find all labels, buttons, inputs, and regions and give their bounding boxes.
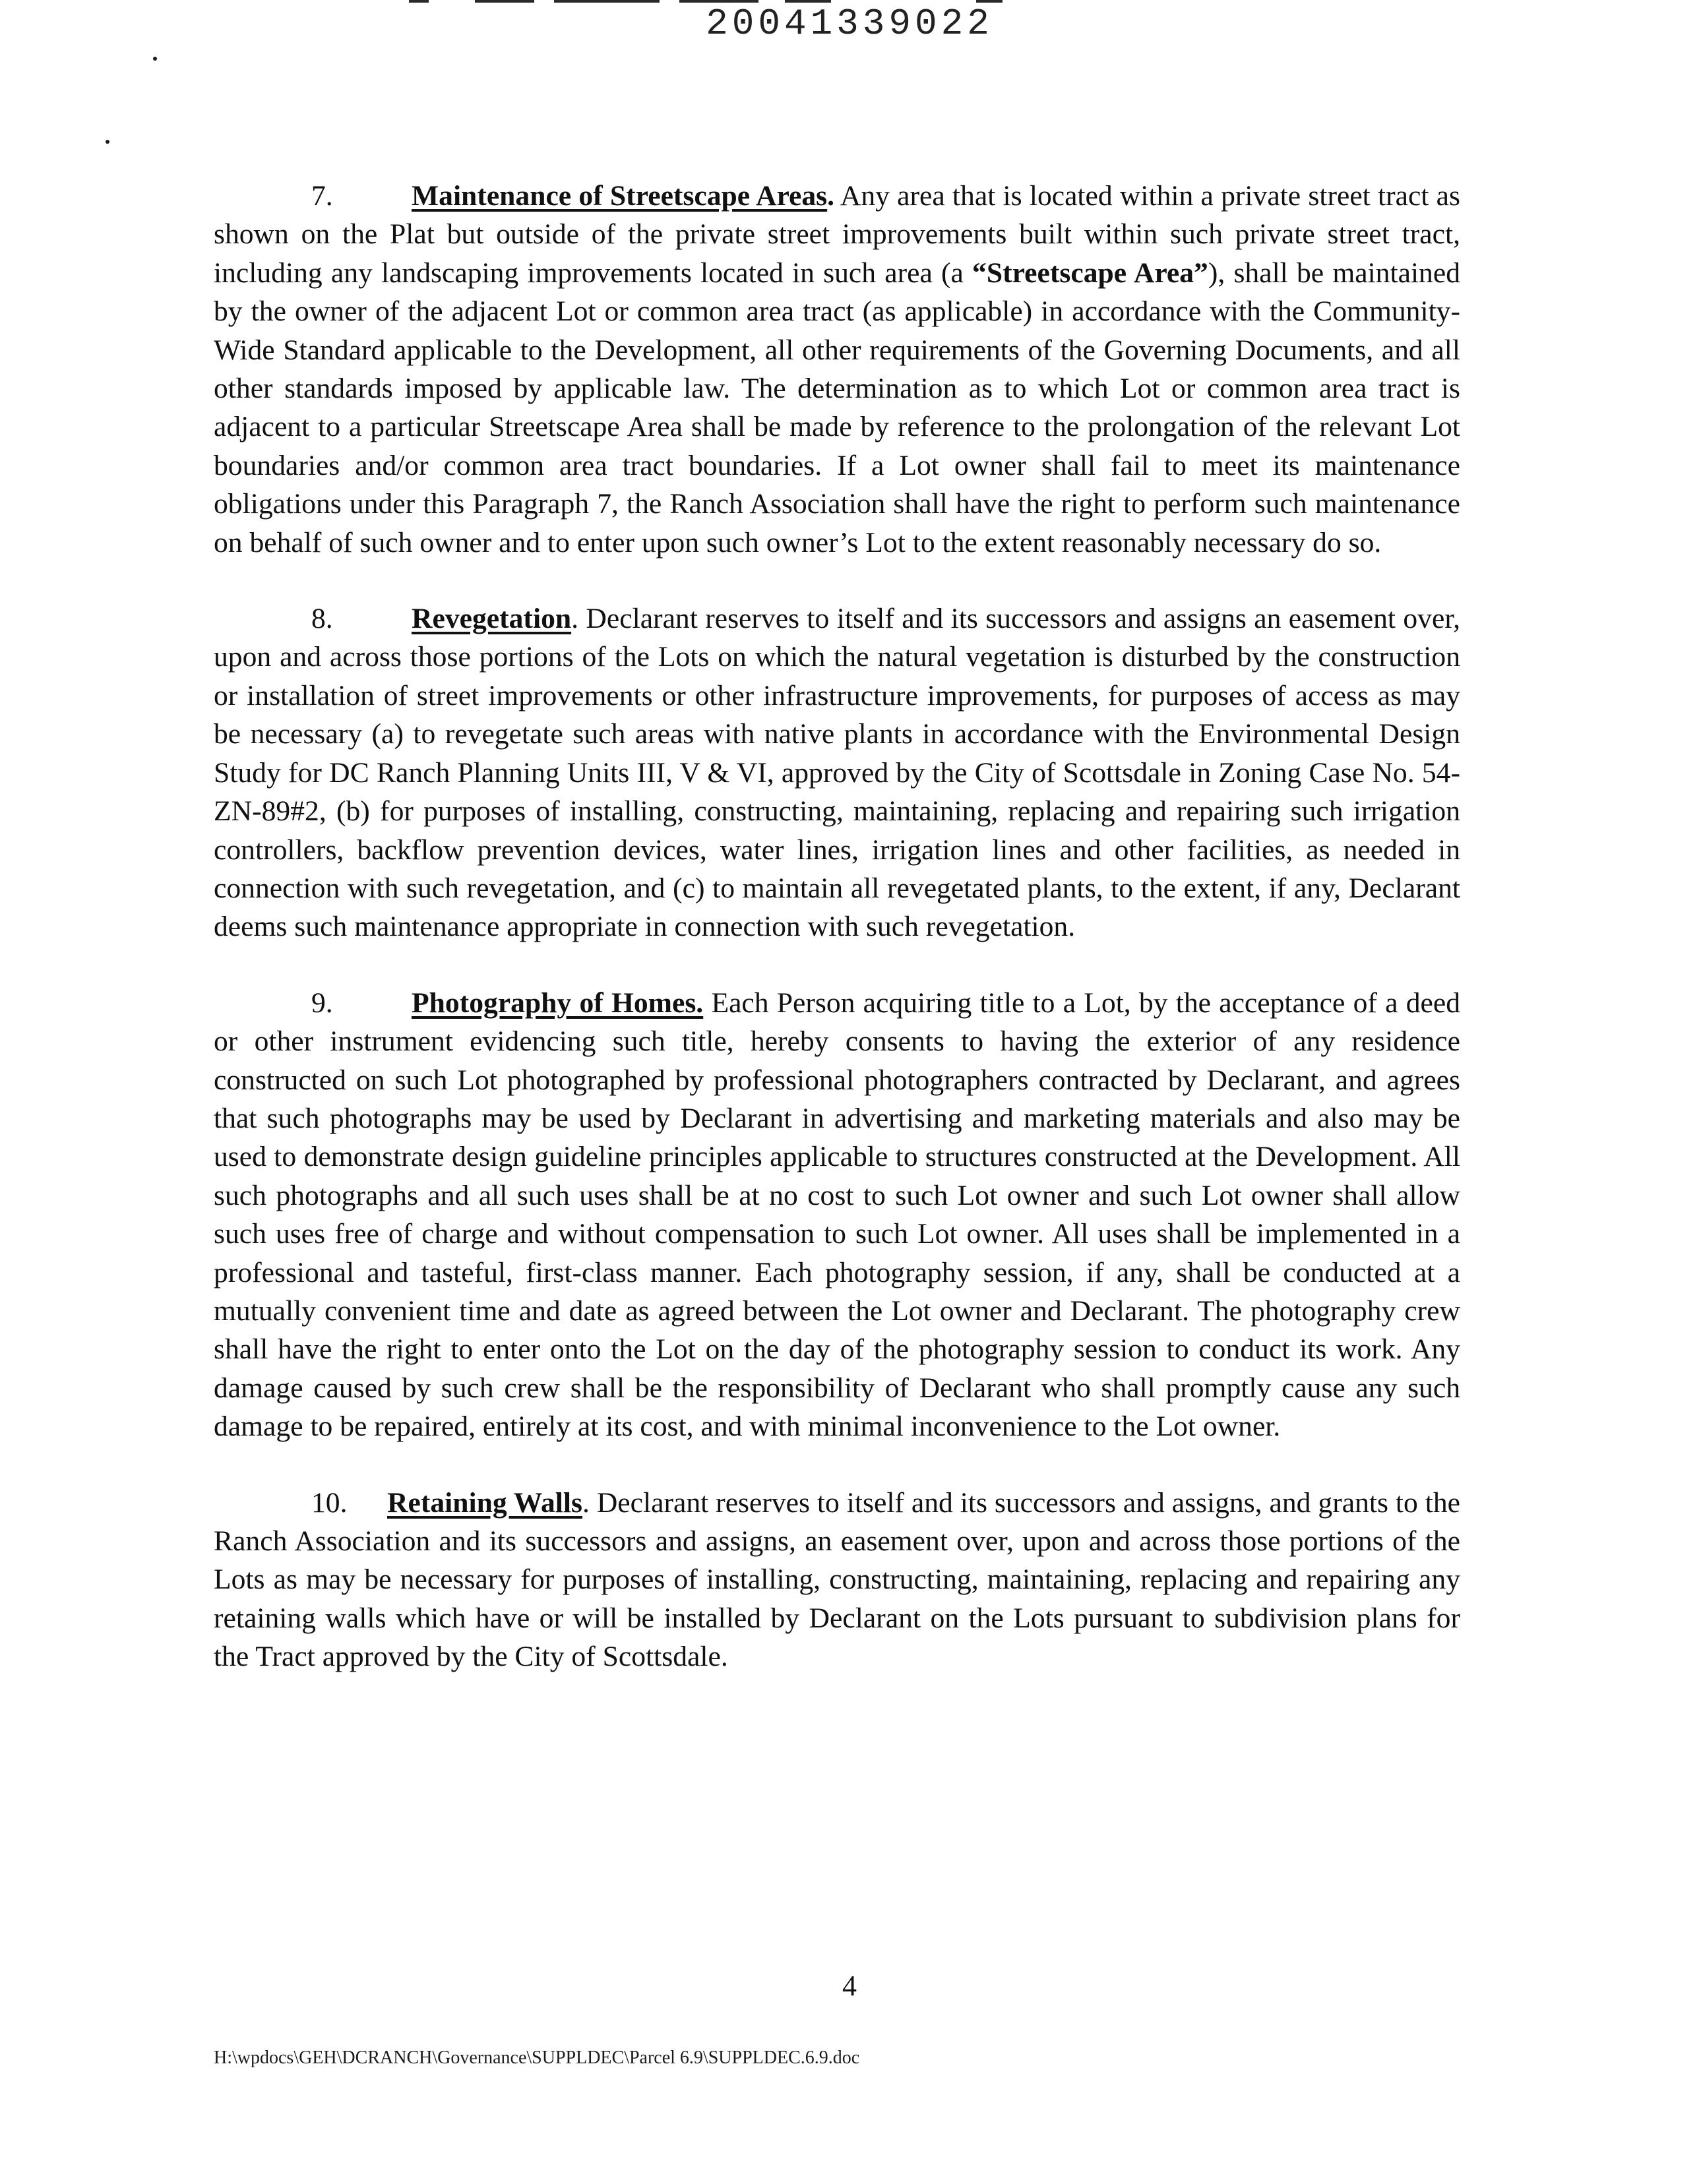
paragraph-number: 10. <box>311 1486 348 1519</box>
heading-punctuation: . <box>582 1486 590 1519</box>
paragraph-text: Each Person acquiring title to a Lot, by the acceptance of a deed or other instrument evidencing such title, hereby consents to having the exterior of any residence constructed on such Lot photographed by professional photographers contracted by Declarant, and agrees that such photographs may be used by Declarant in advertising and marketing materials and also may be used to demonstrate design guideline principles applicable to structures constructed at the Development. All such photographs and all such uses shall be at no cost to such Lot owner and such Lot owner shall allow such uses free of charge and without compensation to such Lot owner. All uses shall be implemented in a professional and tasteful, first-class manner. Each photography session, if any, shall be conducted at a mutually convenient time and date as agreed between the Lot owner and Declarant. The photography crew shall have the right to enter onto the Lot on the day of the photography session to conduct its work. Any damage caused by such crew shall be the responsibility of Declarant who shall promptly cause any such damage to be repaired, entirely at its cost, and with minimal inconvenience to the Lot owner. <box>214 986 1460 1443</box>
paragraph-number: 7. <box>311 180 333 212</box>
paragraph-8 <box>214 599 1460 946</box>
paragraph-text-continued: ), shall be maintained by the owner of the adjacent Lot or common area tract (as applicable) in accordance with the Community-Wide Standard applicable to the Development, all other requirements of the Governing Documents, and all other standards imposed by applicable law. The determination as to which Lot or common area tract is adjacent to a particular Streetscape Area shall be made by reference to the prolongation of the relevant Lot boundaries and/or common area tract boundaries. If a Lot owner shall fail to meet its maintenance obligations under this Paragraph 7, the Ranch Association shall have the right to perform such maintenance on behalf of such owner and to enter upon such owner’s Lot to the extent reasonably necessary do so. <box>214 257 1460 559</box>
paragraph-number: 9. <box>311 986 333 1019</box>
paragraph-heading: Revegetation <box>412 603 572 635</box>
heading-punctuation: . <box>827 180 835 212</box>
paragraph-heading: Maintenance of Streetscape Areas <box>412 180 828 212</box>
paragraph-heading: Photography of Homes. <box>412 986 704 1019</box>
recording-number: 20041339022 <box>706 3 993 45</box>
scan-speck <box>106 140 109 144</box>
page-number: 4 <box>842 1970 857 2002</box>
heading-punctuation: . <box>571 603 579 635</box>
paragraph-10 <box>214 1484 1460 1676</box>
paragraph-7 <box>214 177 1460 562</box>
paragraph-text: Declarant reserves to itself and its successors and assigns an easement over, upon and across those portions of the Lots on which the natural vegetation is disturbed by the construction or installation of street improvements or other infrastructure improvements, for purposes of access as may be necessary (a) to revegetate such areas with native plants in accordance with the Environmental Design Study for DC Ranch Planning Units III, V & VI, approved by the City of Scottsdale in Zoning Case No. 54-ZN-89#2, (b) for purposes of installing, constructing, maintaining, replacing and repairing such irrigation controllers, backflow prevention devices, water lines, irrigation lines and other facilities, as needed in connection with such revegetation, and (c) to maintain all revegetated plants, to the extent, if any, Declarant deems such maintenance appropriate in connection with such revegetation. <box>214 603 1460 943</box>
paragraph-9 <box>214 984 1460 1446</box>
paragraph-text: Declarant reserves to itself and its successors and assigns, and grants to the Ranch Association and its successors and assigns, an easement over, upon and across those portions of the Lots as may be necessary for purposes of installing, constructing, maintaining, replacing and repairing any retaining walls which have or will be installed by Declarant on the Lots pursuant to subdivision plans for the Tract approved by the City of Scottsdale. <box>214 1486 1460 1673</box>
document-body <box>214 177 1460 1714</box>
defined-term: “Streetscape Area” <box>972 257 1208 289</box>
scan-speck <box>153 57 157 61</box>
paragraph-heading: Retaining Walls <box>387 1486 582 1519</box>
paragraph-text: Any area that is located within a private street tract as shown on the Plat but outside of the private street improvements built within such private street tract, including any landscaping improvements located in such area (a <box>214 180 1460 289</box>
paragraph-number: 8. <box>311 603 333 635</box>
file-path: H:\wpdocs\GEH\DCRANCH\Governance\SUPPLDEC\Parcel 6.9\SUPPLDEC.6.9.doc <box>214 2048 860 2068</box>
